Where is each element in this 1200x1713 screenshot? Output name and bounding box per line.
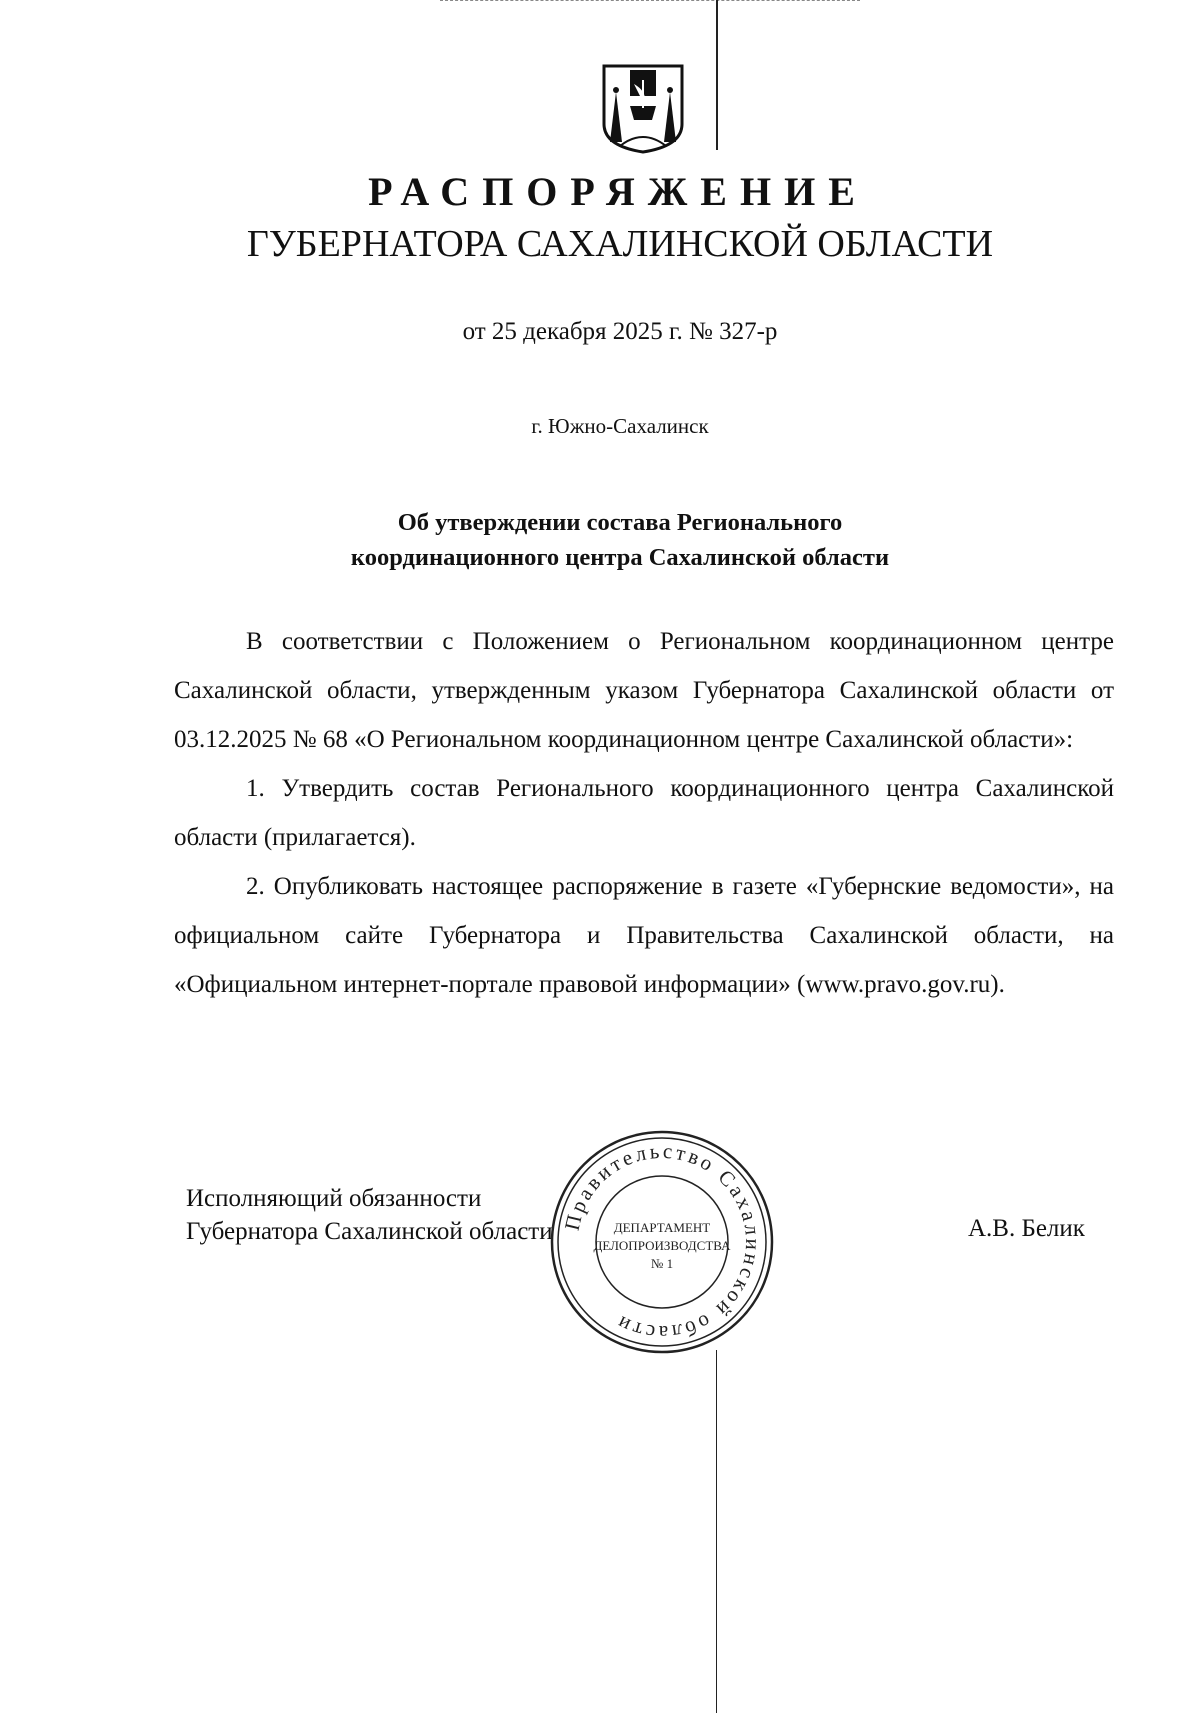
preamble-paragraph: В соответствии с Положением о Региональном координационном центре Сахалинской области, утвержденным указом Губернатора Сахалинской области от 03.12.2025 № 68 «О Региональном координационном центре Сахалинской области»:	[174, 628, 1114, 753]
scan-line-artifact	[716, 1350, 717, 1713]
stamp-center-text: № 1	[650, 1256, 674, 1271]
signer-title	[186, 1182, 553, 1248]
document-date: от 25 декабря 2025 г. № 327-р	[462, 318, 778, 345]
stamp-center-text: ДЕПАРТАМЕНТ	[613, 1220, 711, 1235]
document-city: г. Южно-Сахалинск	[531, 414, 709, 438]
item-paragraph: 2. Опубликовать настоящее распоряжение в газете «Губернские ведомости», на официальном сайте Губернатора и Правительства Сахалинской области, на «Официальном интернет-портале правовой информации» (www.pravo.gov.ru).	[174, 873, 1114, 998]
signer-name: А.В. Белик	[968, 1215, 1085, 1242]
scan-edge-artifact	[440, 0, 860, 1]
document-body	[174, 617, 1114, 1009]
signer-title-line: Исполняющий обязанности	[186, 1185, 482, 1212]
stamp-center-text: ДЕЛОПРОИЗВОДСТВА	[593, 1238, 731, 1253]
heading-line: координационного центра Сахалинской области	[350, 544, 890, 571]
stamp-ring-text: Правительство Сахалинской области	[559, 1138, 766, 1346]
official-stamp	[548, 1128, 776, 1356]
scan-line-artifact	[716, 0, 718, 150]
document-title: РАСПОРЯЖЕНИЕ	[368, 169, 868, 214]
item-paragraph: 1. Утвердить состав Регионального координационного центра Сахалинской области (прилагается).	[174, 775, 1114, 851]
document-subtitle: ГУБЕРНАТОРА САХАЛИНСКОЙ ОБЛАСТИ	[246, 223, 994, 265]
heading-line: Об утверждении состава Регионального	[397, 509, 843, 536]
document-heading	[0, 505, 1200, 575]
signer-title-line: Губернатора Сахалинской области	[186, 1218, 553, 1245]
coat-of-arms-icon	[600, 62, 686, 154]
